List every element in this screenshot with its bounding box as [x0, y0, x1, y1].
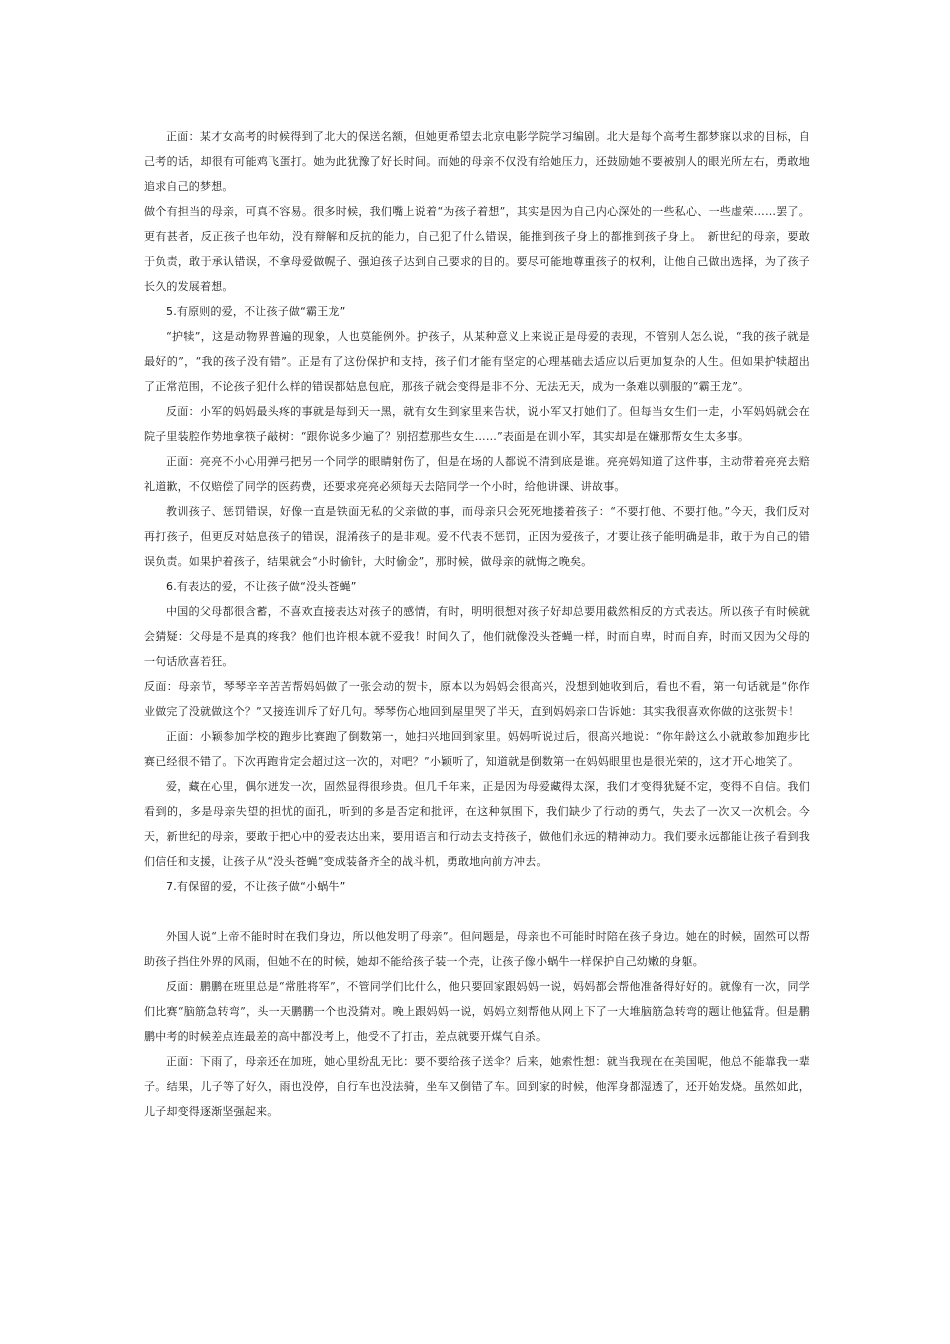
body-paragraph: 爱，藏在心里，偶尔迸发一次，固然显得很珍贵。但几千年来，正是因为母爱藏得太深，我们才变得犹疑不定，变得不自信。我们看到的，多是母亲失望的担忧的面孔，听到的多是否定和批评，在这种氛围下，我们缺少了行动的勇气，失去了一次又一次机会。今天，新世纪的母亲，要敢于把心中的爱表达出来，要用语言和行动去支持孩子，做他们永远的精神动力。我们要永远都能让孩子看到我们信任和支援，让孩子从“没头苍蝇”变成装备齐全的战斗机，勇敢地向前方冲去。: [144, 780, 810, 868]
body-paragraph: 中国的父母都很含蓄，不喜欢直接表达对孩子的感情，有时，明明很想对孩子好却总要用截然相反的方式表达。所以孩子有时候就会猜疑：父母是不是真的疼我？他们也许根本就不爱我！时间久了，他们就像没头苍蝇一样，时而自卑，时而自弃，时而又因为父母的一句话欣喜若狂。: [144, 605, 810, 668]
body-paragraph: 反面：母亲节，琴琴辛辛苦苦帮妈妈做了一张会动的贺卡，原本以为妈妈会很高兴，没想到她收到后，看也不看，第一句话就是“你作业做完了没就做这个？”又接连训斥了好几句。琴琴伤心地回到屋里哭了半天，直到妈妈亲口告诉她：其实我很喜欢你做的这张贺卡！: [144, 680, 810, 718]
body-paragraph: 正面：下雨了，母亲还在加班，她心里纷乱无比：要不要给孩子送伞？后来，她索性想：就当我现在在美国呢，他总不能靠我一辈子。结果，儿子等了好久，雨也没停，自行车也没法骑，坐车又倒错了车。回到家的时候，他浑身都湿透了，还开始发烧。虽然如此，儿子却变得逐渐坚强起来。: [144, 1055, 810, 1118]
body-paragraph: 教训孩子、惩罚错误，好像一直是铁面无私的父亲做的事，而母亲只会死死地搂着孩子：“不要打他、不要打他。”今天，我们反对再打孩子，但更反对姑息孩子的错误，混淆孩子的是非观。爱不代表不惩罚，正因为爱孩子，才要让孩子能明确是非，敢于为自己的错误负责。如果护着孩子，结果就会“小时偷针，大时偷金”，那时候，做母亲的就悔之晚矣。: [144, 505, 810, 568]
section-heading: 5.有原则的爱，不让孩子做“霸王龙”: [166, 305, 346, 318]
section-heading: 7.有保留的爱，不让孩子做“小蜗牛”: [166, 880, 346, 893]
section-heading: 6.有表达的爱，不让孩子做“没头苍蝇”: [166, 580, 357, 593]
body-paragraph: 反面：小军的妈妈最头疼的事就是每到天一黑，就有女生到家里来告状，说小军又打她们了。但每当女生们一走，小军妈妈就会在院子里装腔作势地拿筷子敲树：“跟你说多少遍了？别招惹那些女生……”表面是在训小军，其实却是在嫌那帮女生太多事。: [144, 405, 810, 443]
body-paragraph: 做个有担当的母亲，可真不容易。很多时候，我们嘴上说着“为孩子着想”，其实是因为自己内心深处的一些私心、一些虚荣……罢了。更有甚者，反正孩子也年幼，没有辩解和反抗的能力，自己犯了什么错误，能推到孩子身上的都推到孩子身上。 新世纪的母亲，要敢于负责，敢于承认错误，不拿母爱做幌子、强迫孩子达到自己要求的目的。要尽可能地尊重孩子的权利，让他自己做出选择，为了孩子长久的发展着想。: [144, 205, 810, 293]
paragraph-spacer: [144, 899, 810, 924]
body-paragraph: 正面：亮亮不小心用弹弓把另一个同学的眼睛射伤了，但是在场的人都说不清到底是谁。亮亮妈知道了这件事，主动带着亮亮去赔礼道歉，不仅赔偿了同学的医药费，还要求亮亮必须每天去陪同学一个小时，给他讲课、讲故事。: [144, 455, 810, 493]
document-body: [144, 124, 810, 1124]
body-paragraph: 外国人说“上帝不能时时在我们身边，所以他发明了母亲”。但问题是，母亲也不可能时时陪在孩子身边。她在的时候，固然可以帮助孩子挡住外界的风雨，但她不在的时候，她却不能给孩子装一个壳，让孩子像小蜗牛一样保护自己幼嫩的身躯。: [144, 930, 810, 968]
body-paragraph: “护犊”，这是动物界普遍的现象，人也莫能例外。护孩子，从某种意义上来说正是母爱的表现，不管别人怎么说，“我的孩子就是最好的”，“我的孩子没有错”。正是有了这份保护和支持，孩子们才能有坚定的心理基础去适应以后更加复杂的人生。但如果护犊超出了正常范围，不论孩子犯什么样的错误都姑息包庇，那孩子就会变得是非不分、无法无天，成为一条难以驯服的“霸王龙”。: [144, 330, 810, 393]
body-paragraph: 反面：鹏鹏在班里总是“常胜将军”，不管同学们比什么，他只要回家跟妈妈一说，妈妈都会帮他准备得好好的。就像有一次，同学们比赛“脑筋急转弯”，头一天鹏鹏一个也没猜对。晚上跟妈妈一说，妈妈立刻帮他从网上下了一大堆脑筋急转弯的题让他猛背。但是鹏鹏中考的时候差点连最差的高中都没考上，他受不了打击，差点就要开煤气自杀。: [144, 980, 810, 1043]
body-paragraph: 正面：某才女高考的时候得到了北大的保送名额，但她更希望去北京电影学院学习编剧。北大是每个高考生都梦寐以求的目标，自己考的话，却很有可能鸡飞蛋打。她为此犹豫了好长时间。而她的母亲不仅没有给她压力，还鼓励她不要被别人的眼光所左右，勇敢地追求自己的梦想。: [144, 130, 810, 193]
body-paragraph: 正面：小颖参加学校的跑步比赛跑了倒数第一，她扫兴地回到家里。妈妈听说过后，很高兴地说：“你年龄这么小就敢参加跑步比赛已经很不错了。下次再跑肯定会超过这一次的，对吧？”小颖听了，知道就是倒数第一在妈妈眼里也是很光荣的，这才开心地笑了。: [144, 730, 810, 768]
